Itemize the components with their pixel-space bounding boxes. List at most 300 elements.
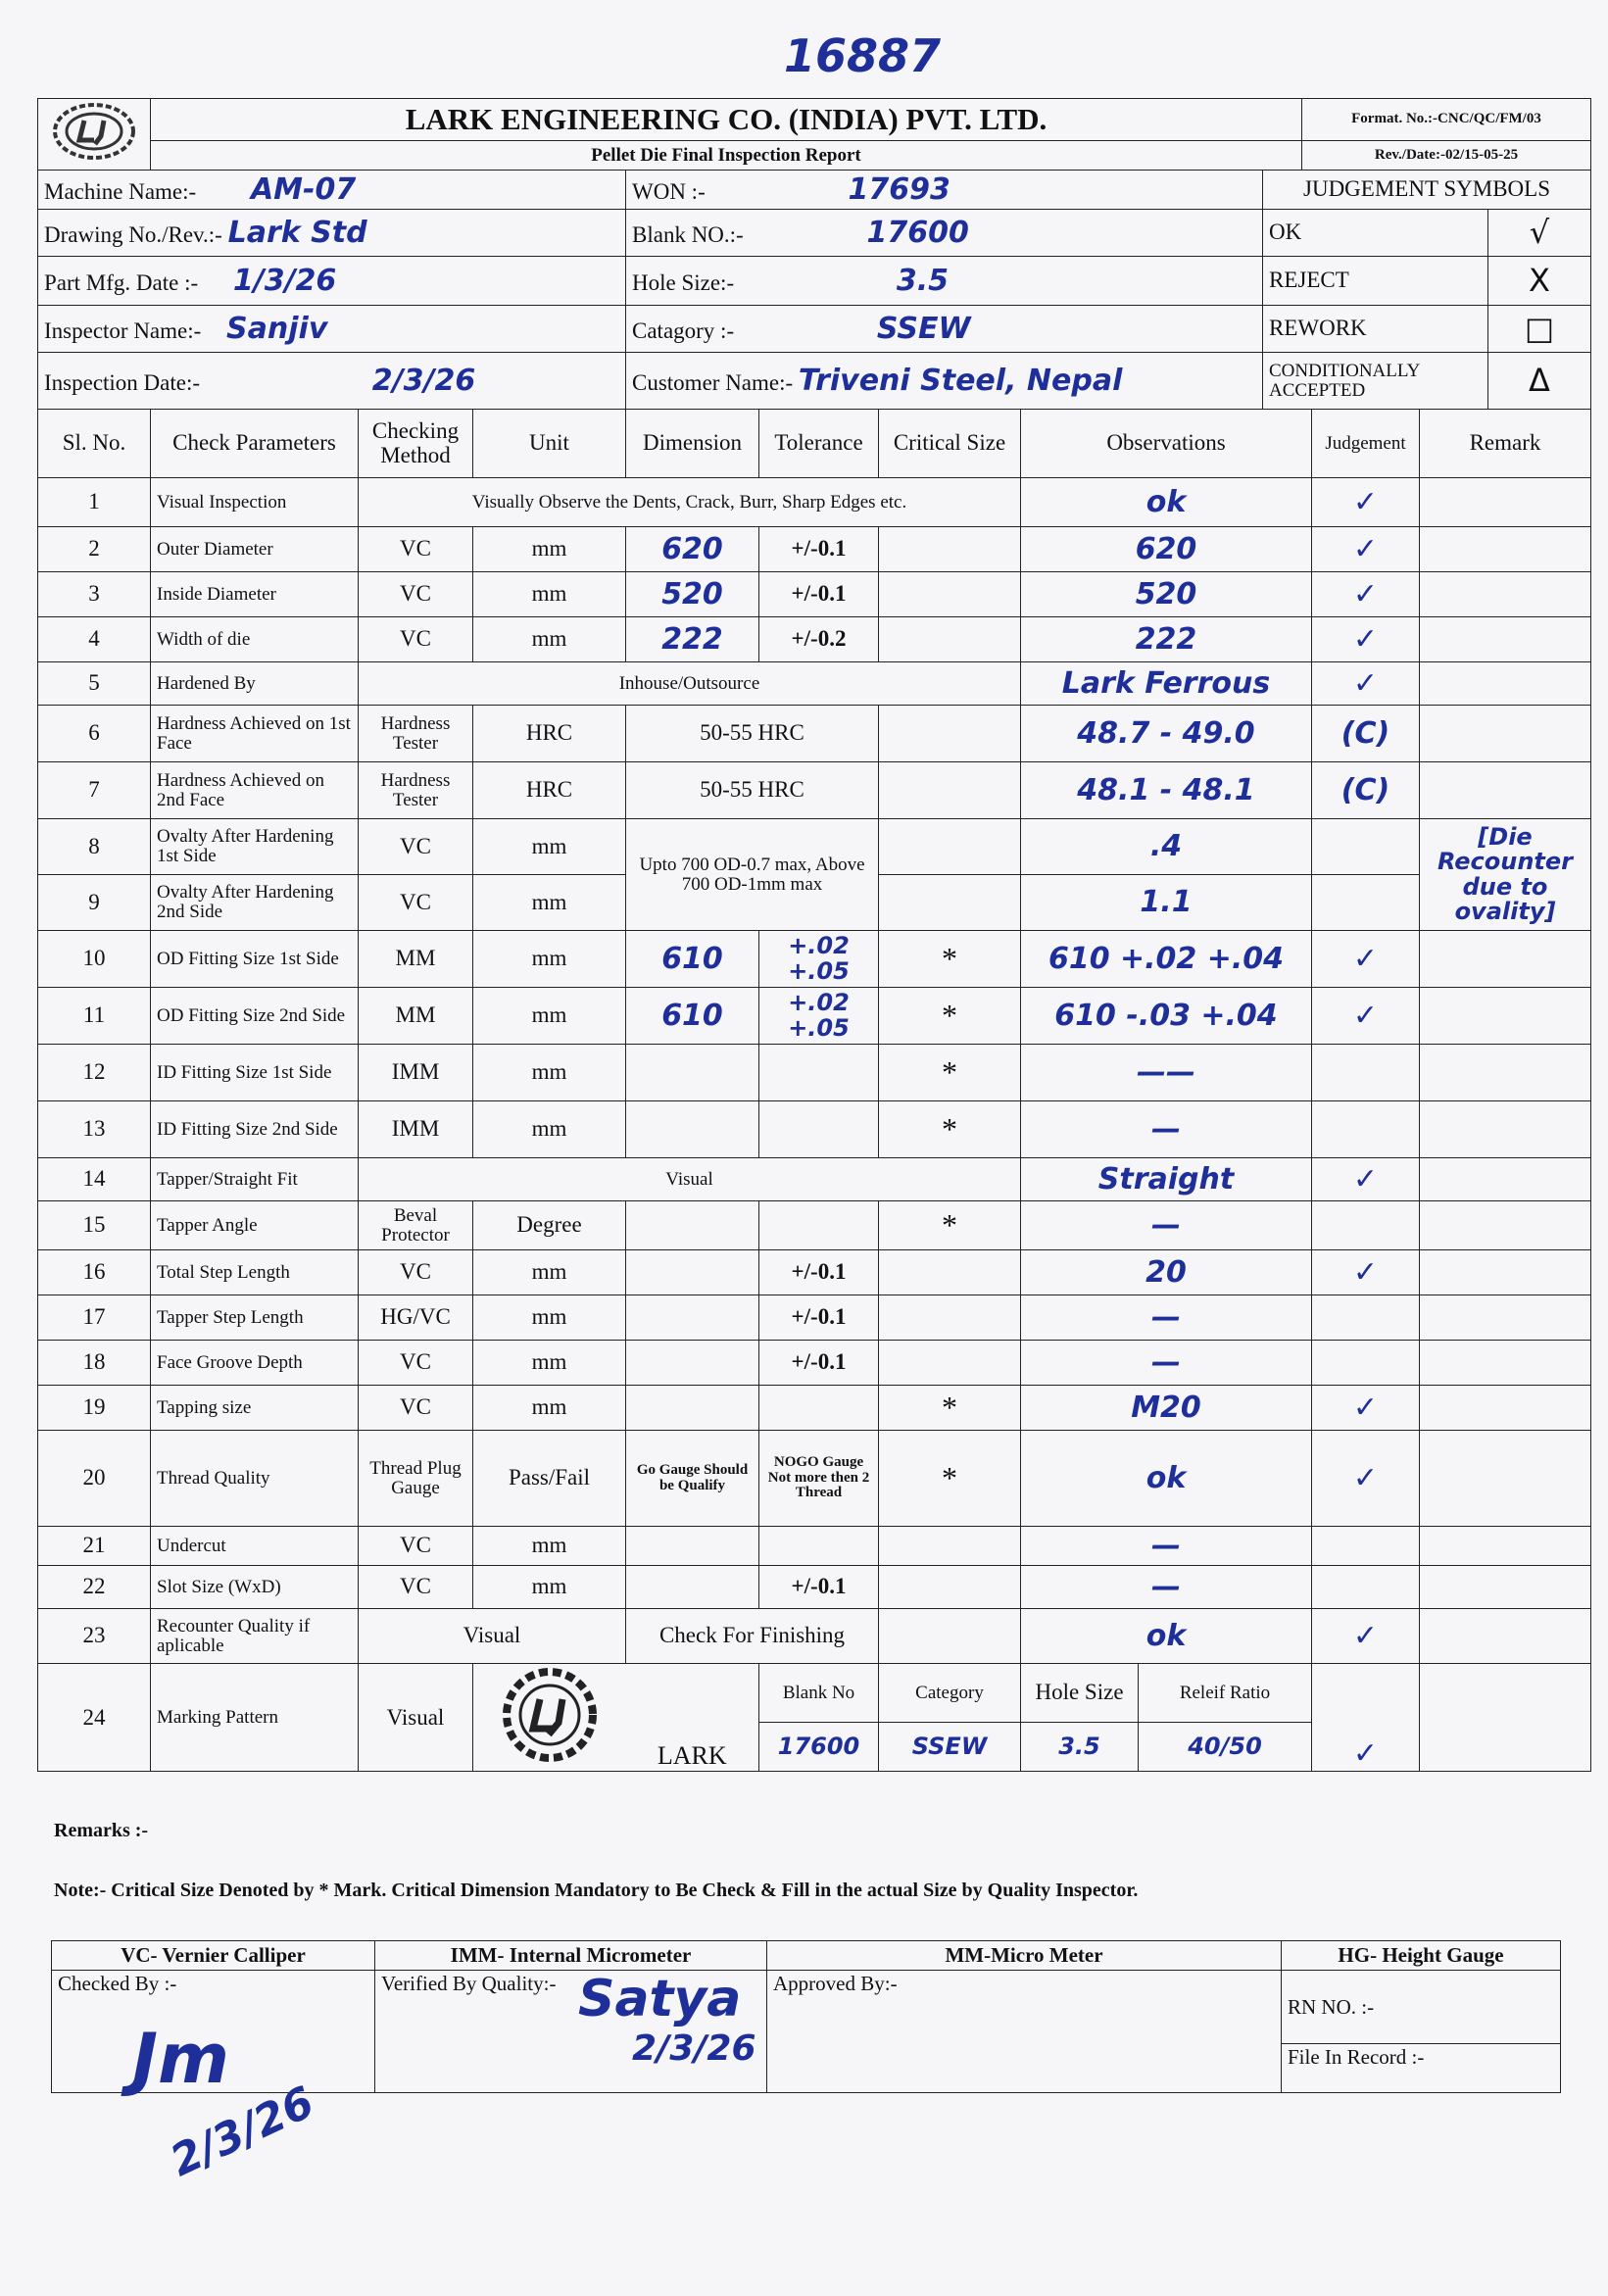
observation: —: [1021, 1201, 1312, 1250]
merged-spec: Visual: [359, 1158, 1021, 1201]
remark: [1420, 1295, 1591, 1341]
row-number: 23: [38, 1609, 151, 1664]
observation: Straight: [1021, 1158, 1312, 1201]
unit: Degree: [473, 1201, 626, 1250]
judgement: ✓: [1312, 1250, 1420, 1295]
table-row: [38, 1158, 1591, 1201]
judgement: ✓: [1312, 572, 1420, 617]
checking-method: Beval Protector: [359, 1201, 473, 1250]
tolerance: [759, 1527, 879, 1566]
tolerance: +/-0.1: [759, 1250, 879, 1295]
critical-size: [879, 1295, 1021, 1341]
observation: 1.1: [1021, 875, 1312, 931]
col-unit: Unit: [473, 410, 626, 478]
unit: mm: [473, 1295, 626, 1341]
judgement: [1312, 1527, 1420, 1566]
checking-method: IMM: [359, 1045, 473, 1101]
col-judg: Judgement: [1312, 410, 1420, 478]
hardness-spec: 50-55 HRC: [626, 762, 879, 819]
row-number: 4: [38, 617, 151, 662]
remark: [1420, 988, 1591, 1045]
judgement: (C): [1312, 762, 1420, 819]
dimension: [626, 1295, 759, 1341]
inspector-name-field: Inspector Name:- Sanjiv: [38, 306, 626, 353]
judgement: [1312, 875, 1420, 931]
tolerance: [759, 1386, 879, 1431]
check-parameter: Visual Inspection: [151, 478, 359, 527]
judgement: [1312, 1295, 1420, 1341]
critical-size: [879, 527, 1021, 572]
merged-spec: Inhouse/Outsource: [359, 662, 1021, 706]
table-row: [38, 572, 1591, 617]
table-row: [38, 1386, 1591, 1431]
part-date-field: Part Mfg. Date :- 1/3/26: [38, 257, 626, 306]
symbol-ok-icon: √: [1488, 210, 1591, 257]
checking-method: VC: [359, 1250, 473, 1295]
critical-size: [879, 1609, 1021, 1664]
row-number: 1: [38, 478, 151, 527]
table-row: [38, 762, 1591, 819]
check-parameter: Hardness Achieved on 1st Face: [151, 706, 359, 762]
judgement: [1312, 1045, 1420, 1101]
marking-lark: LARK: [626, 1664, 759, 1772]
blank-number-field: Blank NO.:- 17600: [626, 210, 1263, 257]
dimension: [626, 1250, 759, 1295]
tolerance: +/-0.1: [759, 572, 879, 617]
col-crit: Critical Size: [879, 410, 1021, 478]
unit: mm: [473, 1386, 626, 1431]
observation: M20: [1021, 1386, 1312, 1431]
marking-ratio-value: 40/50: [1139, 1723, 1312, 1772]
unit: mm: [473, 1566, 626, 1609]
hole-size-value: 3.5: [896, 263, 950, 298]
checking-method: VC: [359, 527, 473, 572]
check-parameter: ID Fitting Size 1st Side: [151, 1045, 359, 1101]
critical-size: [879, 819, 1021, 875]
col-param: Check Parameters: [151, 410, 359, 478]
method-unit: Visual: [359, 1609, 626, 1664]
unit: mm: [473, 1527, 626, 1566]
unit: Pass/Fail: [473, 1431, 626, 1527]
table-row: [38, 1527, 1591, 1566]
col-remark: Remark: [1420, 410, 1591, 478]
customer-name-field: Customer Name:- Triveni Steel, Nepal: [626, 353, 1263, 410]
format-number: Format. No.:-CNC/QC/FM/03: [1302, 99, 1591, 141]
observation: 610 -.03 +.04: [1021, 988, 1312, 1045]
remarks-label: Remarks :-: [54, 1820, 149, 1841]
judgement: ✓: [1312, 1386, 1420, 1431]
symbol-reject-label: REJECT: [1263, 257, 1488, 306]
check-parameter: OD Fitting Size 1st Side: [151, 931, 359, 988]
unit: mm: [473, 617, 626, 662]
hole-size-field: Hole Size:- 3.5: [626, 257, 1263, 306]
row-number: 11: [38, 988, 151, 1045]
marking-ratio-header: Releif Ratio: [1139, 1664, 1312, 1723]
check-parameter: Tapping size: [151, 1386, 359, 1431]
observation: —: [1021, 1295, 1312, 1341]
judgement: [1312, 1566, 1420, 1609]
machine-name-value: AM-07: [250, 171, 357, 207]
observation: 48.7 - 49.0: [1021, 706, 1312, 762]
marking-blank-value: 17600: [759, 1723, 879, 1772]
unit: mm: [473, 988, 626, 1045]
table-row: [38, 617, 1591, 662]
remark: [1420, 1341, 1591, 1386]
observation: 48.1 - 48.1: [1021, 762, 1312, 819]
remark: [1420, 1527, 1591, 1566]
marking-hole-value: 3.5: [1021, 1723, 1139, 1772]
observation: ok: [1021, 1431, 1312, 1527]
checking-method: VC: [359, 819, 473, 875]
critical-size: [879, 1527, 1021, 1566]
tolerance: +/-0.1: [759, 1295, 879, 1341]
critical-size: *: [879, 1045, 1021, 1101]
checking-method: VC: [359, 1386, 473, 1431]
checking-method: MM: [359, 931, 473, 988]
dimension: 520: [626, 572, 759, 617]
table-row: [38, 819, 1591, 875]
table-row: [38, 527, 1591, 572]
check-parameter: Width of die: [151, 617, 359, 662]
col-dim: Dimension: [626, 410, 759, 478]
row-number: 19: [38, 1386, 151, 1431]
check-parameter: Recounter Quality if aplicable: [151, 1609, 359, 1664]
table-row: [38, 931, 1591, 988]
check-parameter: Tapper Angle: [151, 1201, 359, 1250]
remark: [1420, 1045, 1591, 1101]
company-logo: [38, 99, 151, 171]
observation: —: [1021, 1341, 1312, 1386]
drawing-number-value: Lark Std: [227, 215, 367, 250]
remark: [1420, 762, 1591, 819]
row-number: 14: [38, 1158, 151, 1201]
critical-size: [879, 1250, 1021, 1295]
table-row: [38, 1609, 1591, 1664]
table-row: [38, 1201, 1591, 1250]
col-method: Checking Method: [359, 410, 473, 478]
critical-size: *: [879, 1101, 1021, 1158]
unit: mm: [473, 527, 626, 572]
approved-by: Approved By:-: [767, 1971, 1282, 2093]
legend-mm: MM-Micro Meter: [767, 1941, 1282, 1971]
marking-sl: 24: [38, 1664, 151, 1772]
critical-size: *: [879, 988, 1021, 1045]
symbol-ok-label: OK: [1263, 210, 1488, 257]
unit: HRC: [473, 762, 626, 819]
judgement: [1312, 819, 1420, 875]
tolerance: +.02 +.05: [759, 931, 879, 988]
symbol-reject-icon: X: [1488, 257, 1591, 306]
critical-size: *: [879, 1431, 1021, 1527]
legend-vc: VC- Vernier Calliper: [52, 1941, 375, 1971]
inspection-date-field: Inspection Date:- 2/3/26: [38, 353, 626, 410]
drawing-number-field: Drawing No./Rev.:- Lark Std: [38, 210, 626, 257]
row-number: 20: [38, 1431, 151, 1527]
marking-remark: [1420, 1664, 1591, 1772]
dimension: 620: [626, 527, 759, 572]
inspection-date-value: 2/3/26: [371, 363, 476, 398]
check-parameter: Inside Diameter: [151, 572, 359, 617]
remark: [1420, 1201, 1591, 1250]
table-row: [38, 478, 1591, 527]
check-parameter: Total Step Length: [151, 1250, 359, 1295]
file-in-record: File In Record :-: [1282, 2044, 1561, 2093]
customer-name-value: Triveni Steel, Nepal: [798, 363, 1123, 398]
observation: ok: [1021, 478, 1312, 527]
row-number: 12: [38, 1045, 151, 1101]
check-parameter: ID Fitting Size 2nd Side: [151, 1101, 359, 1158]
won-field: WON :- 17693: [626, 171, 1263, 210]
remark: [1420, 1250, 1591, 1295]
critical-size: [879, 762, 1021, 819]
symbol-rework-label: REWORK: [1263, 306, 1488, 353]
checked-signature: Jm: [132, 2019, 229, 2099]
row-number: 9: [38, 875, 151, 931]
tolerance: [759, 1101, 879, 1158]
machine-name-field: Machine Name:- AM-07: [38, 171, 626, 210]
unit: mm: [473, 1250, 626, 1295]
observation: 20: [1021, 1250, 1312, 1295]
remark: [1420, 572, 1591, 617]
inspection-table: [37, 409, 1591, 1664]
observation: .4: [1021, 819, 1312, 875]
table-row: [38, 1431, 1591, 1527]
observation: Lark Ferrous: [1021, 662, 1312, 706]
blank-number-value: 17600: [866, 215, 969, 250]
remark: [1420, 662, 1591, 706]
judgement: ✓: [1312, 988, 1420, 1045]
check-parameter: Hardness Achieved on 2nd Face: [151, 762, 359, 819]
checking-method: VC: [359, 572, 473, 617]
verified-by: Verified By Quality:-: [375, 1971, 767, 2093]
observation: 222: [1021, 617, 1312, 662]
dimension: [626, 1101, 759, 1158]
won-value: 17693: [848, 171, 950, 207]
remark: [1420, 478, 1591, 527]
col-obs: Observations: [1021, 410, 1312, 478]
critical-size: [879, 1341, 1021, 1386]
critical-size: [879, 706, 1021, 762]
marking-hole-header: Hole Size: [1021, 1664, 1139, 1723]
table-row: [38, 1566, 1591, 1609]
checking-method: IMM: [359, 1101, 473, 1158]
note-text: Note:- Critical Size Denoted by * Mark. Critical Dimension Mandatory to Be Check & Fill in the actual Size by Quality Inspector.: [54, 1880, 1139, 1901]
dimension: 610: [626, 988, 759, 1045]
unit: mm: [473, 572, 626, 617]
ovality-remark: [Die Recounter due to ovality]: [1420, 819, 1591, 931]
checked-signature-date: 2/3/26: [163, 2076, 322, 2187]
judgement: ✓: [1312, 1158, 1420, 1201]
remark: [1420, 706, 1591, 762]
inspection-sheet: [37, 98, 1590, 1772]
row-number: 16: [38, 1250, 151, 1295]
dimension: [626, 1341, 759, 1386]
symbol-conditional-label: CONDITIONALLY ACCEPTED: [1263, 353, 1488, 410]
category-field: Catagory :- SSEW: [626, 306, 1263, 353]
critical-size: [879, 875, 1021, 931]
judgement: ✓: [1312, 1431, 1420, 1527]
judgement: [1312, 1101, 1420, 1158]
unit: HRC: [473, 706, 626, 762]
check-parameter: Slot Size (WxD): [151, 1566, 359, 1609]
critical-size: [879, 617, 1021, 662]
marking-table: [37, 1663, 1591, 1772]
dimension: [626, 1527, 759, 1566]
tolerance: +.02 +.05: [759, 988, 879, 1045]
critical-size: *: [879, 931, 1021, 988]
checking-method: Thread Plug Gauge: [359, 1431, 473, 1527]
dimension: [626, 1566, 759, 1609]
legend-hg: HG- Height Gauge: [1282, 1941, 1561, 1971]
row-number: 15: [38, 1201, 151, 1250]
row-number: 13: [38, 1101, 151, 1158]
verified-signature: Satya: [578, 1970, 742, 2028]
judgement: ✓: [1312, 931, 1420, 988]
row-number: 6: [38, 706, 151, 762]
judgement: [1312, 1341, 1420, 1386]
rn-number: RN NO. :-: [1282, 1971, 1561, 2044]
tolerance: +/-0.2: [759, 617, 879, 662]
dimension: 610: [626, 931, 759, 988]
marking-blank-header: Blank No: [759, 1664, 879, 1723]
tolerance: [759, 1201, 879, 1250]
revision-date: Rev./Date:-02/15-05-25: [1302, 141, 1591, 171]
table-row: [38, 1101, 1591, 1158]
table-row: [38, 988, 1591, 1045]
observation: 520: [1021, 572, 1312, 617]
unit: mm: [473, 931, 626, 988]
inspector-name-value: Sanjiv: [226, 311, 328, 346]
remark: [1420, 617, 1591, 662]
judgement: (C): [1312, 706, 1420, 762]
judgement: ✓: [1312, 527, 1420, 572]
check-parameter: Hardened By: [151, 662, 359, 706]
unit: mm: [473, 819, 626, 875]
judgement-symbols-title: JUDGEMENT SYMBOLS: [1263, 171, 1591, 210]
unit: mm: [473, 1045, 626, 1101]
checking-method: VC: [359, 875, 473, 931]
check-parameter: Thread Quality: [151, 1431, 359, 1527]
checking-method: VC: [359, 1527, 473, 1566]
part-date-value: 1/3/26: [232, 263, 337, 298]
legend-imm: IMM- Internal Micrometer: [375, 1941, 767, 1971]
dimension: [626, 1201, 759, 1250]
ovality-spec: Upto 700 OD-0.7 max, Above 700 OD-1mm max: [626, 819, 879, 931]
symbol-conditional-icon: Δ: [1488, 353, 1591, 410]
remark: [1420, 931, 1591, 988]
critical-size: [879, 572, 1021, 617]
marking-param: Marking Pattern: [151, 1664, 359, 1772]
dim-tolerance: Check For Finishing: [626, 1609, 879, 1664]
judgement: ✓: [1312, 617, 1420, 662]
marking-category-header: Category: [879, 1664, 1021, 1723]
footer-table: [51, 1940, 1561, 2093]
row-number: 7: [38, 762, 151, 819]
checking-method: VC: [359, 617, 473, 662]
critical-size: *: [879, 1201, 1021, 1250]
marking-logo: [473, 1664, 626, 1772]
check-parameter: Tapper/Straight Fit: [151, 1158, 359, 1201]
dimension: Go Gauge Should be Qualify: [626, 1431, 759, 1527]
header-table: [37, 98, 1591, 171]
judgement: ✓: [1312, 1609, 1420, 1664]
marking-method: Visual: [359, 1664, 473, 1772]
checking-method: Hardness Tester: [359, 706, 473, 762]
dimension: [626, 1045, 759, 1101]
remark: [1420, 1386, 1591, 1431]
unit: mm: [473, 1341, 626, 1386]
remark: [1420, 1101, 1591, 1158]
remark: [1420, 1431, 1591, 1527]
table-row: [38, 1045, 1591, 1101]
check-parameter: Ovalty After Hardening 2nd Side: [151, 875, 359, 931]
unit: mm: [473, 1101, 626, 1158]
tolerance: +/-0.1: [759, 527, 879, 572]
observation: —: [1021, 1527, 1312, 1566]
row-number: 10: [38, 931, 151, 988]
row-number: 17: [38, 1295, 151, 1341]
observation: 620: [1021, 527, 1312, 572]
row-number: 22: [38, 1566, 151, 1609]
check-parameter: Tapper Step Length: [151, 1295, 359, 1341]
checking-method: VC: [359, 1341, 473, 1386]
judgement: ✓: [1312, 662, 1420, 706]
row-number: 21: [38, 1527, 151, 1566]
table-row: [38, 706, 1591, 762]
category-value: SSEW: [876, 311, 971, 346]
observation: ok: [1021, 1609, 1312, 1664]
judgement: [1312, 1201, 1420, 1250]
report-title: Pellet Die Final Inspection Report: [151, 141, 1302, 171]
remark: [1420, 527, 1591, 572]
unit: mm: [473, 875, 626, 931]
remark: [1420, 1158, 1591, 1201]
table-row: [38, 1341, 1591, 1386]
check-parameter: Face Groove Depth: [151, 1341, 359, 1386]
dimension: 222: [626, 617, 759, 662]
remark: [1420, 1609, 1591, 1664]
observation: —: [1021, 1566, 1312, 1609]
tolerance: [759, 1045, 879, 1101]
col-tol: Tolerance: [759, 410, 879, 478]
tolerance: +/-0.1: [759, 1566, 879, 1609]
judgement: ✓: [1312, 478, 1420, 527]
verified-signature-date: 2/3/26: [632, 2028, 756, 2069]
row-number: 3: [38, 572, 151, 617]
merged-spec: Visually Observe the Dents, Crack, Burr, Sharp Edges etc.: [359, 478, 1021, 527]
check-parameter: Outer Diameter: [151, 527, 359, 572]
row-number: 18: [38, 1341, 151, 1386]
checking-method: VC: [359, 1566, 473, 1609]
checking-method: HG/VC: [359, 1295, 473, 1341]
check-parameter: Ovalty After Hardening 1st Side: [151, 819, 359, 875]
company-name: LARK ENGINEERING CO. (INDIA) PVT. LTD.: [151, 99, 1302, 141]
col-sl: Sl. No.: [38, 410, 151, 478]
info-table: [37, 170, 1591, 410]
dimension: [626, 1386, 759, 1431]
checking-method: MM: [359, 988, 473, 1045]
critical-size: *: [879, 1386, 1021, 1431]
tolerance: NOGO Gauge Not more then 2 Thread: [759, 1431, 879, 1527]
marking-category-value: SSEW: [879, 1723, 1021, 1772]
symbol-rework-icon: □: [1488, 306, 1591, 353]
row-number: 2: [38, 527, 151, 572]
observation: ——: [1021, 1045, 1312, 1101]
row-number: 8: [38, 819, 151, 875]
observation: 610 +.02 +.04: [1021, 931, 1312, 988]
marking-judgement: ✓: [1312, 1664, 1420, 1772]
tolerance: +/-0.1: [759, 1341, 879, 1386]
